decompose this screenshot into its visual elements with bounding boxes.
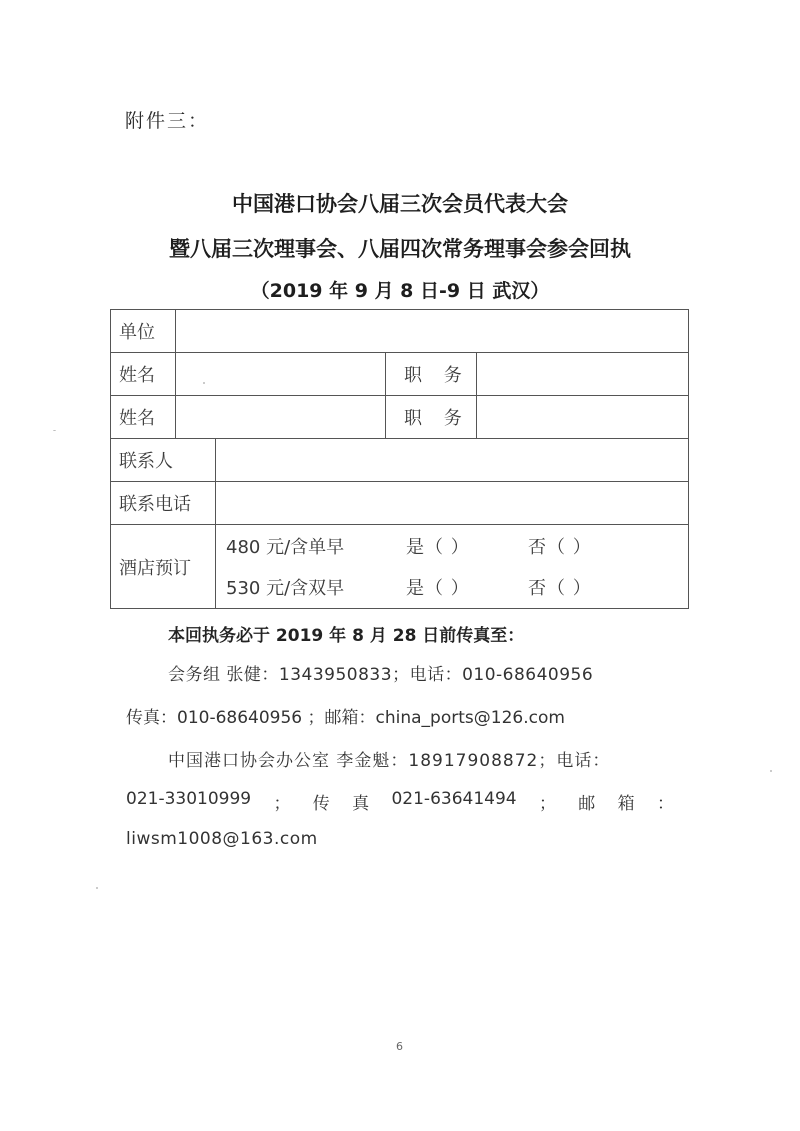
attachment-label: 附件三：	[125, 110, 210, 132]
contact-line-5: liwsm1008@163.com	[126, 829, 318, 849]
name-label-2: 姓名	[111, 396, 176, 439]
hotel-price-double: 530 元/含双早	[226, 578, 345, 599]
hotel-label: 酒店预订	[111, 525, 216, 609]
email-label-char-1: 邮	[578, 794, 596, 814]
unit-row	[111, 310, 689, 353]
contact-label: 联系人	[111, 439, 216, 482]
hotel-price-single: 480 元/含单早	[226, 537, 345, 558]
hotel-options	[216, 525, 689, 609]
separator: ；	[538, 794, 556, 814]
contact-line-4	[126, 789, 674, 814]
page-number: 6	[396, 1040, 403, 1053]
scan-speck	[770, 770, 772, 772]
name-field-2[interactable]	[176, 396, 386, 439]
hotel-option-double	[226, 567, 688, 608]
page-subtitle: 暨八届三次理事会、八届四次常务理事会参会回执	[169, 237, 631, 261]
position-field-1[interactable]	[477, 353, 689, 396]
phone-label: 联系电话	[111, 482, 216, 525]
hotel-double-no-checkbox[interactable]: 否（ ）	[528, 578, 592, 599]
fax-number: 021-63641494	[391, 789, 517, 809]
email-label-char-2: 箱	[617, 794, 635, 814]
unit-label: 单位	[111, 310, 176, 353]
attendee-row-2	[111, 396, 689, 439]
page-title: 中国港口协会八届三次会员代表大会	[232, 192, 568, 216]
hotel-single-yes-checkbox[interactable]: 是（ ）	[406, 537, 470, 558]
contact-line-3: 中国港口协会办公室 李金魁：18917908872；电话：	[168, 751, 611, 771]
date-location: （2019 年 9 月 8 日-9 日 武汉）	[250, 280, 550, 302]
contact-row	[111, 439, 689, 482]
hotel-single-no-checkbox[interactable]: 否（ ）	[528, 537, 592, 558]
hotel-option-single	[226, 526, 688, 567]
attendee-row-1	[111, 353, 689, 396]
name-field-1[interactable]	[176, 353, 386, 396]
scan-speck	[203, 382, 205, 384]
fax-label-char-1: 传	[312, 794, 330, 814]
deadline-note: 本回执务必于 2019 年 8 月 28 日前传真至：	[168, 626, 525, 646]
phone-number: 021-33010999	[126, 789, 252, 809]
name-label-1: 姓名	[111, 353, 176, 396]
scan-speck	[96, 887, 98, 889]
fax-label-char-2: 真	[352, 794, 370, 814]
hotel-double-yes-checkbox[interactable]: 是（ ）	[406, 578, 470, 599]
hotel-row	[111, 525, 689, 609]
position-label-2: 职 务	[386, 396, 477, 439]
unit-field[interactable]	[176, 310, 689, 353]
phone-field[interactable]	[216, 482, 689, 525]
separator: ；	[273, 794, 291, 814]
contact-line-1: 会务组 张健：1343950833；电话：010-68640956	[168, 665, 594, 685]
contact-line-2: 传真：010-68640956 ；邮箱：china_ports@126.com	[126, 708, 565, 728]
contact-field[interactable]	[216, 439, 689, 482]
registration-form	[110, 309, 689, 609]
position-field-2[interactable]	[477, 396, 689, 439]
scan-speck	[53, 430, 56, 431]
phone-row	[111, 482, 689, 525]
colon: ：	[656, 794, 674, 814]
position-label-1: 职 务	[386, 353, 477, 396]
